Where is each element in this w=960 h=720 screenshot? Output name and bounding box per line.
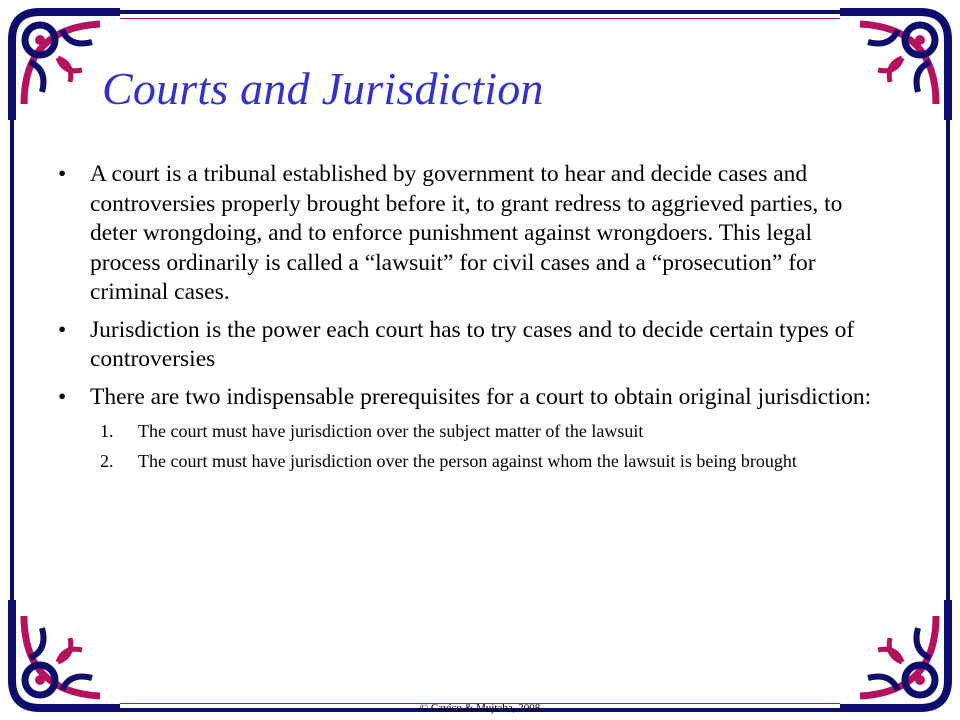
list-item-text: The court must have jurisdiction over the subject matter of the lawsuit — [138, 421, 644, 441]
numbered-list-item — [58, 450, 878, 473]
bullet-text: A court is a tribunal established by government to hear and decide cases and controversies properly brought before it, to grant redress to aggrieved parties, to deter wrongdoing, and to enforce punishment against wrongdoers. This legal process ordinarily is called a “lawsuit” for civil cases and a “prosecution” for criminal cases. — [90, 161, 843, 305]
bullet-item — [58, 383, 878, 413]
copyright-footer: © Cavico & Mujtaba, 2008 — [419, 702, 541, 714]
bullet-item — [58, 316, 878, 375]
list-item-text: The court must have jurisdiction over the person against whom the lawsuit is being brought — [138, 451, 797, 471]
bullet-item — [58, 160, 878, 308]
slide-title: Courts and Jurisdiction — [102, 63, 544, 114]
frame-left-border — [10, 120, 14, 600]
bullet-dot-icon: • — [58, 383, 67, 410]
bullet-text: There are two indispensable prerequisites for a court to obtain original jurisdiction: — [90, 383, 872, 410]
ornament-corner-icon — [830, 590, 960, 720]
slide-body — [58, 160, 878, 480]
numbered-list-item — [58, 420, 878, 443]
frame-right-border — [946, 120, 950, 600]
list-number: 2. — [100, 451, 114, 471]
frame-top-border — [100, 10, 860, 14]
bullet-text: Jurisdiction is the power each court has to try cases and to decide certain types of controversies — [90, 316, 855, 372]
ornament-corner-icon — [830, 0, 960, 130]
list-number: 1. — [100, 421, 114, 441]
bullet-dot-icon: • — [58, 161, 67, 187]
numbered-list — [58, 420, 878, 473]
bullet-dot-icon: • — [58, 316, 67, 343]
frame-inner-top-border — [120, 18, 840, 19]
ornament-corner-icon — [0, 590, 130, 720]
